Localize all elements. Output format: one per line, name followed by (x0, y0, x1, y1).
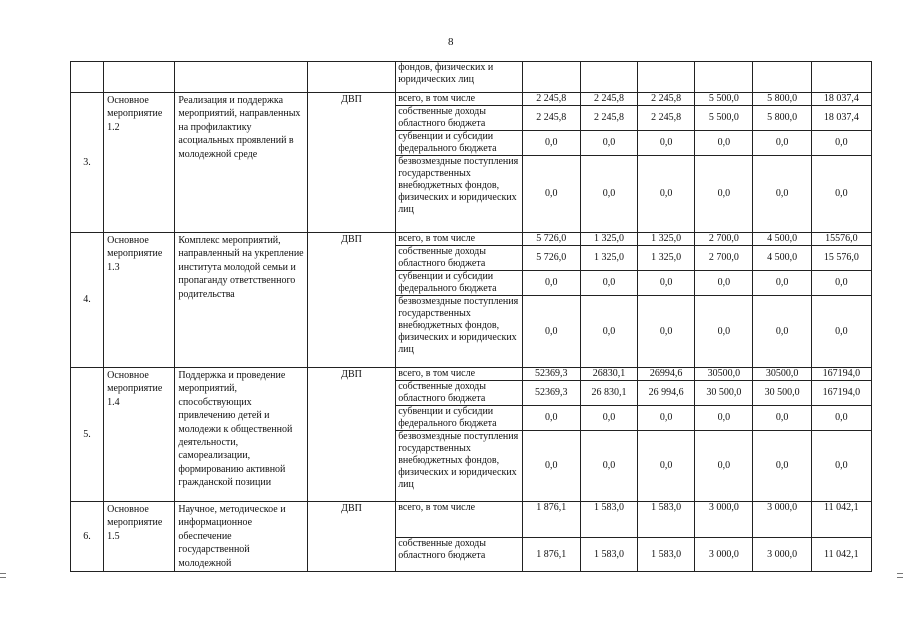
value-cell: 3 000,0 (753, 538, 811, 572)
value-cell: 18 037,4 (811, 106, 871, 131)
value-cell: 0,0 (753, 406, 811, 431)
value-cell: 15 576,0 (811, 246, 871, 271)
funding-source-cell: всего, в том числе (396, 368, 522, 381)
value-cell: 1 583,0 (580, 502, 637, 538)
value-cell: 2 245,8 (522, 93, 580, 106)
value-cell: 0,0 (522, 156, 580, 233)
row-number: 4. (71, 233, 104, 368)
value-cell: 30500,0 (753, 368, 811, 381)
empty-cell (695, 62, 753, 93)
value-cell: 5 500,0 (695, 93, 753, 106)
margin-mark (0, 577, 6, 578)
value-cell: 167194,0 (811, 381, 871, 406)
funding-source-cell: субвенции и субсидии федерального бюджета (396, 406, 522, 431)
value-cell: 2 245,8 (522, 106, 580, 131)
value-cell: 0,0 (580, 431, 637, 502)
funding-source-cell: всего, в том числе (396, 93, 522, 106)
funding-source-cell: собственные доходы областного бюджета (396, 106, 522, 131)
executor-cell: ДВП (307, 93, 395, 233)
value-cell: 0,0 (811, 271, 871, 296)
value-cell: 0,0 (811, 131, 871, 156)
funding-source-cell: всего, в том числе (396, 502, 522, 538)
description-cell: Реализация и поддержка мероприятий, направленных на профилактику асоциальных проявлений в молодежной среде (175, 93, 307, 233)
value-cell: 3 000,0 (695, 502, 753, 538)
activity-cell: Основное мероприятие 1.3 (104, 233, 175, 368)
value-cell: 0,0 (638, 131, 695, 156)
value-cell: 1 583,0 (580, 538, 637, 572)
value-cell: 0,0 (753, 296, 811, 368)
value-cell: 0,0 (695, 431, 753, 502)
table-row (71, 93, 872, 106)
table-row (71, 368, 872, 381)
value-cell: 0,0 (638, 271, 695, 296)
value-cell: 26 830,1 (580, 381, 637, 406)
value-cell: 167194,0 (811, 368, 871, 381)
empty-cell (307, 62, 395, 93)
value-cell: 0,0 (522, 271, 580, 296)
value-cell: 52369,3 (522, 381, 580, 406)
value-cell: 0,0 (753, 156, 811, 233)
value-cell: 30500,0 (695, 368, 753, 381)
funding-source-cell: собственные доходы областного бюджета (396, 538, 522, 572)
value-cell: 0,0 (753, 431, 811, 502)
table-body (71, 62, 872, 572)
row-number: 5. (71, 368, 104, 502)
executor-cell: ДВП (307, 233, 395, 368)
budget-table (70, 61, 872, 572)
value-cell: 11 042,1 (811, 502, 871, 538)
value-cell: 3 000,0 (753, 502, 811, 538)
value-cell: 0,0 (522, 296, 580, 368)
value-cell: 0,0 (811, 431, 871, 502)
value-cell: 11 042,1 (811, 538, 871, 572)
value-cell: 26994,6 (638, 368, 695, 381)
value-cell: 0,0 (811, 296, 871, 368)
table-row (71, 62, 872, 93)
executor-cell: ДВП (307, 502, 395, 572)
description-cell: Научное, методическое и информационное обеспечение государственной молодежной (175, 502, 307, 572)
executor-cell: ДВП (307, 368, 395, 502)
funding-source-cell: фондов, физических и юридических лиц (396, 62, 522, 93)
activity-cell: Основное мероприятие 1.2 (104, 93, 175, 233)
value-cell: 15576,0 (811, 233, 871, 246)
value-cell: 30 500,0 (753, 381, 811, 406)
funding-source-cell: безвозмездные поступления государственных внебюджетных фондов, физических и юридических лиц (396, 156, 522, 233)
value-cell: 0,0 (811, 406, 871, 431)
value-cell: 26830,1 (580, 368, 637, 381)
description-cell: Поддержка и проведение мероприятий, способствующих привлечению детей и молодежи к общественной деятельности, самореализации, формированию активной гражданской позиции (175, 368, 307, 502)
funding-source-cell: субвенции и субсидии федерального бюджета (396, 131, 522, 156)
value-cell: 0,0 (695, 406, 753, 431)
value-cell: 0,0 (753, 131, 811, 156)
table-row (71, 233, 872, 246)
value-cell: 52369,3 (522, 368, 580, 381)
value-cell: 0,0 (580, 156, 637, 233)
value-cell: 0,0 (811, 156, 871, 233)
value-cell: 0,0 (522, 431, 580, 502)
value-cell: 0,0 (695, 296, 753, 368)
value-cell: 1 325,0 (580, 246, 637, 271)
empty-cell (104, 62, 175, 93)
value-cell: 30 500,0 (695, 381, 753, 406)
value-cell: 1 876,1 (522, 502, 580, 538)
value-cell: 0,0 (695, 131, 753, 156)
value-cell: 0,0 (522, 131, 580, 156)
empty-cell (175, 62, 307, 93)
table-row (71, 502, 872, 538)
value-cell: 2 245,8 (580, 93, 637, 106)
value-cell: 2 245,8 (580, 106, 637, 131)
value-cell: 5 800,0 (753, 93, 811, 106)
value-cell: 5 726,0 (522, 246, 580, 271)
value-cell: 0,0 (580, 271, 637, 296)
value-cell: 0,0 (638, 431, 695, 502)
value-cell: 0,0 (580, 406, 637, 431)
value-cell: 1 325,0 (638, 233, 695, 246)
funding-source-cell: субвенции и субсидии федерального бюджета (396, 271, 522, 296)
value-cell: 26 994,6 (638, 381, 695, 406)
value-cell: 0,0 (638, 156, 695, 233)
page-number: 8 (448, 36, 454, 48)
activity-cell: Основное мероприятие 1.5 (104, 502, 175, 572)
value-cell: 2 245,8 (638, 93, 695, 106)
empty-cell (753, 62, 811, 93)
value-cell: 0,0 (580, 131, 637, 156)
value-cell: 0,0 (522, 406, 580, 431)
empty-cell (71, 62, 104, 93)
value-cell: 0,0 (695, 271, 753, 296)
value-cell: 0,0 (638, 296, 695, 368)
value-cell: 2 245,8 (638, 106, 695, 131)
value-cell: 0,0 (638, 406, 695, 431)
row-number: 3. (71, 93, 104, 233)
value-cell: 5 726,0 (522, 233, 580, 246)
value-cell: 0,0 (753, 271, 811, 296)
value-cell: 1 583,0 (638, 538, 695, 572)
activity-cell: Основное мероприятие 1.4 (104, 368, 175, 502)
value-cell: 4 500,0 (753, 246, 811, 271)
margin-mark (897, 577, 903, 578)
empty-cell (811, 62, 871, 93)
value-cell: 5 800,0 (753, 106, 811, 131)
value-cell: 3 000,0 (695, 538, 753, 572)
value-cell: 18 037,4 (811, 93, 871, 106)
row-number: 6. (71, 502, 104, 572)
value-cell: 1 583,0 (638, 502, 695, 538)
value-cell: 2 700,0 (695, 233, 753, 246)
value-cell: 2 700,0 (695, 246, 753, 271)
funding-source-cell: всего, в том числе (396, 233, 522, 246)
description-cell: Комплекс мероприятий, направленный на укрепление института молодой семьи и пропаганду ответственного родительства (175, 233, 307, 368)
funding-source-cell: собственные доходы областного бюджета (396, 246, 522, 271)
margin-mark (0, 573, 6, 574)
value-cell: 4 500,0 (753, 233, 811, 246)
value-cell: 1 325,0 (638, 246, 695, 271)
value-cell: 1 876,1 (522, 538, 580, 572)
value-cell: 5 500,0 (695, 106, 753, 131)
empty-cell (580, 62, 637, 93)
value-cell: 1 325,0 (580, 233, 637, 246)
funding-source-cell: безвозмездные поступления государственных внебюджетных фондов, физических и юридических лиц (396, 431, 522, 502)
empty-cell (638, 62, 695, 93)
value-cell: 0,0 (580, 296, 637, 368)
value-cell: 0,0 (695, 156, 753, 233)
margin-mark (897, 573, 903, 574)
funding-source-cell: собственные доходы областного бюджета (396, 381, 522, 406)
empty-cell (522, 62, 580, 93)
funding-source-cell: безвозмездные поступления государственных внебюджетных фондов, физических и юридических лиц (396, 296, 522, 368)
